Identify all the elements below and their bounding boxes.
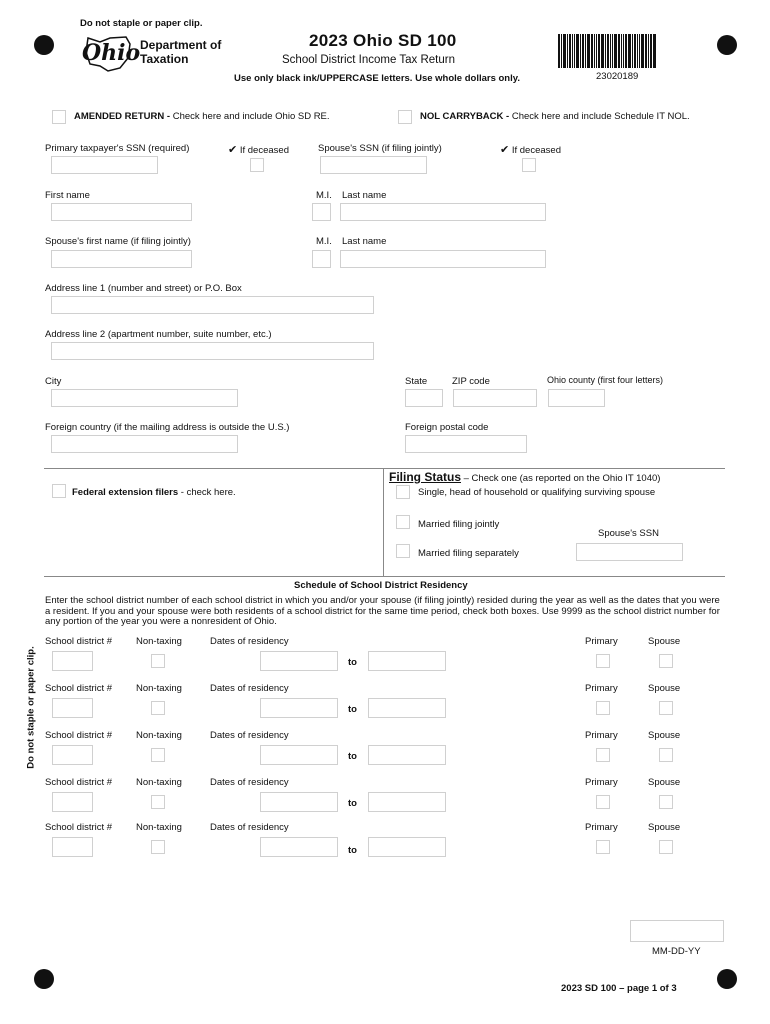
checkmark-icon-2: ✔ — [500, 144, 510, 156]
date-to-input-3[interactable] — [368, 745, 446, 765]
nol-carryback-text: Check here and include Schedule IT NOL. — [509, 111, 690, 122]
date-to-input-1[interactable] — [368, 651, 446, 671]
department-line-2: Taxation — [140, 52, 189, 66]
nontaxing-label-1: Non-taxing — [136, 636, 182, 647]
date-from-input-3[interactable] — [260, 745, 338, 765]
filing-status-hint: – Check one (as reported on the Ohio IT 1040) — [461, 473, 661, 484]
county-label: Ohio county (first four letters) — [547, 375, 664, 385]
dates-label-4: Dates of residency — [210, 777, 289, 788]
to-label-5: to — [348, 845, 357, 856]
date-to-input-4[interactable] — [368, 792, 446, 812]
dates-label-3: Dates of residency — [210, 730, 289, 741]
district-input-3[interactable] — [52, 745, 93, 765]
filing-spouse-ssn-input[interactable] — [576, 543, 683, 561]
registration-mark-bottom-right — [717, 969, 737, 989]
foreign-postal-input[interactable] — [405, 435, 527, 453]
schedule-description: Enter the school district number of each school district in which you and/or your spouse (if filing jointly) resided during the year as well as the dates that you were a resident. If you and your spouse were both residents of a school district for the same time period, check both boxes. Use 9999 as the school district number for any portion of the year you were a nonresident of Ohio. — [45, 595, 720, 627]
schedule-title: Schedule of School District Residency — [294, 580, 468, 591]
primary-label-5: Primary — [585, 822, 618, 833]
nontaxing-label-4: Non-taxing — [136, 777, 182, 788]
primary-label-2: Primary — [585, 683, 618, 694]
district-label-4: School district # — [45, 777, 113, 788]
primary-label-1: Primary — [585, 636, 618, 647]
nol-carryback-title: NOL CARRYBACK - — [420, 111, 510, 122]
spouse-label-3: Spouse — [648, 730, 681, 741]
single-checkbox[interactable] — [396, 485, 410, 499]
dates-label-5: Dates of residency — [210, 822, 289, 833]
to-label-4: to — [348, 798, 357, 809]
filing-status-heading — [389, 470, 660, 484]
address-line-1-input[interactable] — [51, 296, 374, 314]
district-input-1[interactable] — [52, 651, 93, 671]
date-from-input-1[interactable] — [260, 651, 338, 671]
ohio-logo — [80, 34, 141, 74]
date-to-input-5[interactable] — [368, 837, 446, 857]
primary-label-4: Primary — [585, 777, 618, 788]
deceased-spouse-checkbox[interactable] — [522, 158, 536, 172]
spouse-checkbox-1[interactable] — [659, 654, 673, 668]
district-input-2[interactable] — [52, 698, 93, 718]
primary-ssn-input[interactable] — [51, 156, 158, 174]
deceased-spouse-label — [500, 143, 561, 156]
city-label: City — [45, 376, 62, 387]
foreign-country-input[interactable] — [51, 435, 238, 453]
mi-label: M.I. — [316, 190, 332, 201]
form-subtitle: School District Income Tax Return — [282, 54, 455, 66]
spouse-last-name-input[interactable] — [340, 250, 546, 268]
nol-carryback-checkbox[interactable] — [398, 110, 412, 124]
state-input[interactable] — [405, 389, 443, 407]
deceased-spouse-text: If deceased — [511, 145, 561, 156]
address-line-2-label: Address line 2 (apartment number, suite number, etc.) — [45, 329, 272, 340]
to-label-2: to — [348, 704, 357, 715]
spouse-checkbox-4[interactable] — [659, 795, 673, 809]
ohio-logo-text: Ohio — [82, 40, 141, 66]
filing-bottom-rule — [44, 576, 725, 577]
spouse-checkbox-2[interactable] — [659, 701, 673, 715]
amended-return-text: Check here and include Ohio SD RE. — [170, 111, 330, 122]
to-label-1: to — [348, 657, 357, 668]
zip-input[interactable] — [453, 389, 537, 407]
primary-checkbox-1[interactable] — [596, 654, 610, 668]
deceased-primary-label — [228, 143, 289, 156]
registration-mark-top-left — [34, 35, 54, 55]
nol-carryback-label — [420, 111, 690, 122]
nontaxing-label-2: Non-taxing — [136, 683, 182, 694]
address-line-2-input[interactable] — [51, 342, 374, 360]
filing-spouse-ssn-label: Spouse's SSN — [598, 528, 659, 539]
date-from-input-5[interactable] — [260, 837, 338, 857]
city-input[interactable] — [51, 389, 238, 407]
district-label-3: School district # — [45, 730, 113, 741]
first-name-label: First name — [45, 190, 90, 201]
nontaxing-checkbox-1[interactable] — [151, 654, 165, 668]
spouse-label-2: Spouse — [648, 683, 681, 694]
spouse-first-name-label: Spouse's first name (if filing jointly) — [45, 236, 191, 247]
to-label-3: to — [348, 751, 357, 762]
date-from-input-4[interactable] — [260, 792, 338, 812]
dates-label-2: Dates of residency — [210, 683, 289, 694]
form-code: 23020189 — [596, 71, 639, 82]
nontaxing-checkbox-4[interactable] — [151, 795, 165, 809]
filing-divider — [383, 468, 384, 576]
spouse-label-1: Spouse — [648, 636, 681, 647]
last-name-label: Last name — [342, 190, 387, 201]
amended-return-title: AMENDED RETURN - — [74, 111, 171, 122]
spouse-first-name-input[interactable] — [51, 250, 192, 268]
primary-checkbox-3[interactable] — [596, 748, 610, 762]
filing-top-rule — [44, 468, 725, 469]
primary-ssn-label: Primary taxpayer's SSN (required) — [45, 143, 190, 154]
married-separate-label: Married filing separately — [418, 548, 519, 559]
nontaxing-checkbox-5[interactable] — [151, 840, 165, 854]
district-label-2: School district # — [45, 683, 113, 694]
registration-mark-bottom-left — [34, 969, 54, 989]
form-title: 2023 Ohio SD 100 — [309, 31, 457, 50]
nontaxing-label-3: Non-taxing — [136, 730, 182, 741]
nontaxing-label-5: Non-taxing — [136, 822, 182, 833]
last-name-input[interactable] — [340, 203, 546, 221]
foreign-country-label: Foreign country (if the mailing address is outside the U.S.) — [45, 422, 290, 433]
district-input-5[interactable] — [52, 837, 93, 857]
date-from-input-2[interactable] — [260, 698, 338, 718]
married-joint-checkbox[interactable] — [396, 515, 410, 529]
department-line-1: Department of — [140, 38, 222, 52]
address-line-1-label: Address line 1 (number and street) or P.O. Box — [45, 283, 242, 294]
registration-mark-top-right — [717, 35, 737, 55]
primary-checkbox-2[interactable] — [596, 701, 610, 715]
date-to-input-2[interactable] — [368, 698, 446, 718]
federal-extension-text: - check here. — [178, 487, 236, 498]
primary-checkbox-4[interactable] — [596, 795, 610, 809]
dates-label-1: Dates of residency — [210, 636, 289, 647]
district-label-5: School district # — [45, 822, 113, 833]
federal-extension-title: Federal extension filers — [72, 487, 179, 498]
primary-label-3: Primary — [585, 730, 618, 741]
side-staple-note: Do not staple or paper clip. — [25, 646, 37, 769]
district-label-1: School district # — [45, 636, 113, 647]
deceased-primary-checkbox[interactable] — [250, 158, 264, 172]
spouse-last-name-label: Last name — [342, 236, 387, 247]
date-format-label: MM-DD-YY — [652, 946, 701, 957]
deceased-primary-text: If deceased — [239, 145, 289, 156]
nontaxing-checkbox-2[interactable] — [151, 701, 165, 715]
spouse-checkbox-5[interactable] — [659, 840, 673, 854]
state-label: State — [405, 376, 428, 387]
page-label: 2023 SD 100 – page 1 of 3 — [561, 983, 677, 994]
foreign-postal-label: Foreign postal code — [405, 422, 489, 433]
spouse-ssn-label: Spouse's SSN (if filing jointly) — [318, 143, 442, 154]
single-label: Single, head of household or qualifying surviving spouse — [418, 487, 656, 498]
federal-extension-label — [72, 487, 236, 498]
amended-return-checkbox[interactable] — [52, 110, 66, 124]
primary-checkbox-5[interactable] — [596, 840, 610, 854]
spouse-label-4: Spouse — [648, 777, 681, 788]
married-joint-label: Married filing jointly — [418, 519, 500, 530]
county-input[interactable] — [548, 389, 605, 407]
first-name-input[interactable] — [51, 203, 192, 221]
spouse-checkbox-3[interactable] — [659, 748, 673, 762]
date-signed-input[interactable] — [630, 920, 724, 942]
district-input-4[interactable] — [52, 792, 93, 812]
mi-input[interactable] — [312, 203, 331, 221]
spouse-label-5: Spouse — [648, 822, 681, 833]
married-separate-checkbox[interactable] — [396, 544, 410, 558]
checkmark-icon: ✔ — [228, 144, 238, 156]
staple-note: Do not staple or paper clip. — [80, 18, 203, 29]
federal-extension-checkbox[interactable] — [52, 484, 66, 498]
form-barcode — [558, 34, 657, 68]
spouse-mi-input[interactable] — [312, 250, 331, 268]
spouse-mi-label: M.I. — [316, 236, 332, 247]
nontaxing-checkbox-3[interactable] — [151, 748, 165, 762]
form-instructions: Use only black ink/UPPERCASE letters. Use whole dollars only. — [234, 73, 520, 84]
zip-label: ZIP code — [452, 376, 490, 387]
filing-status-title: Filing Status — [389, 470, 461, 484]
amended-return-label — [74, 111, 330, 122]
spouse-ssn-input[interactable] — [320, 156, 427, 174]
